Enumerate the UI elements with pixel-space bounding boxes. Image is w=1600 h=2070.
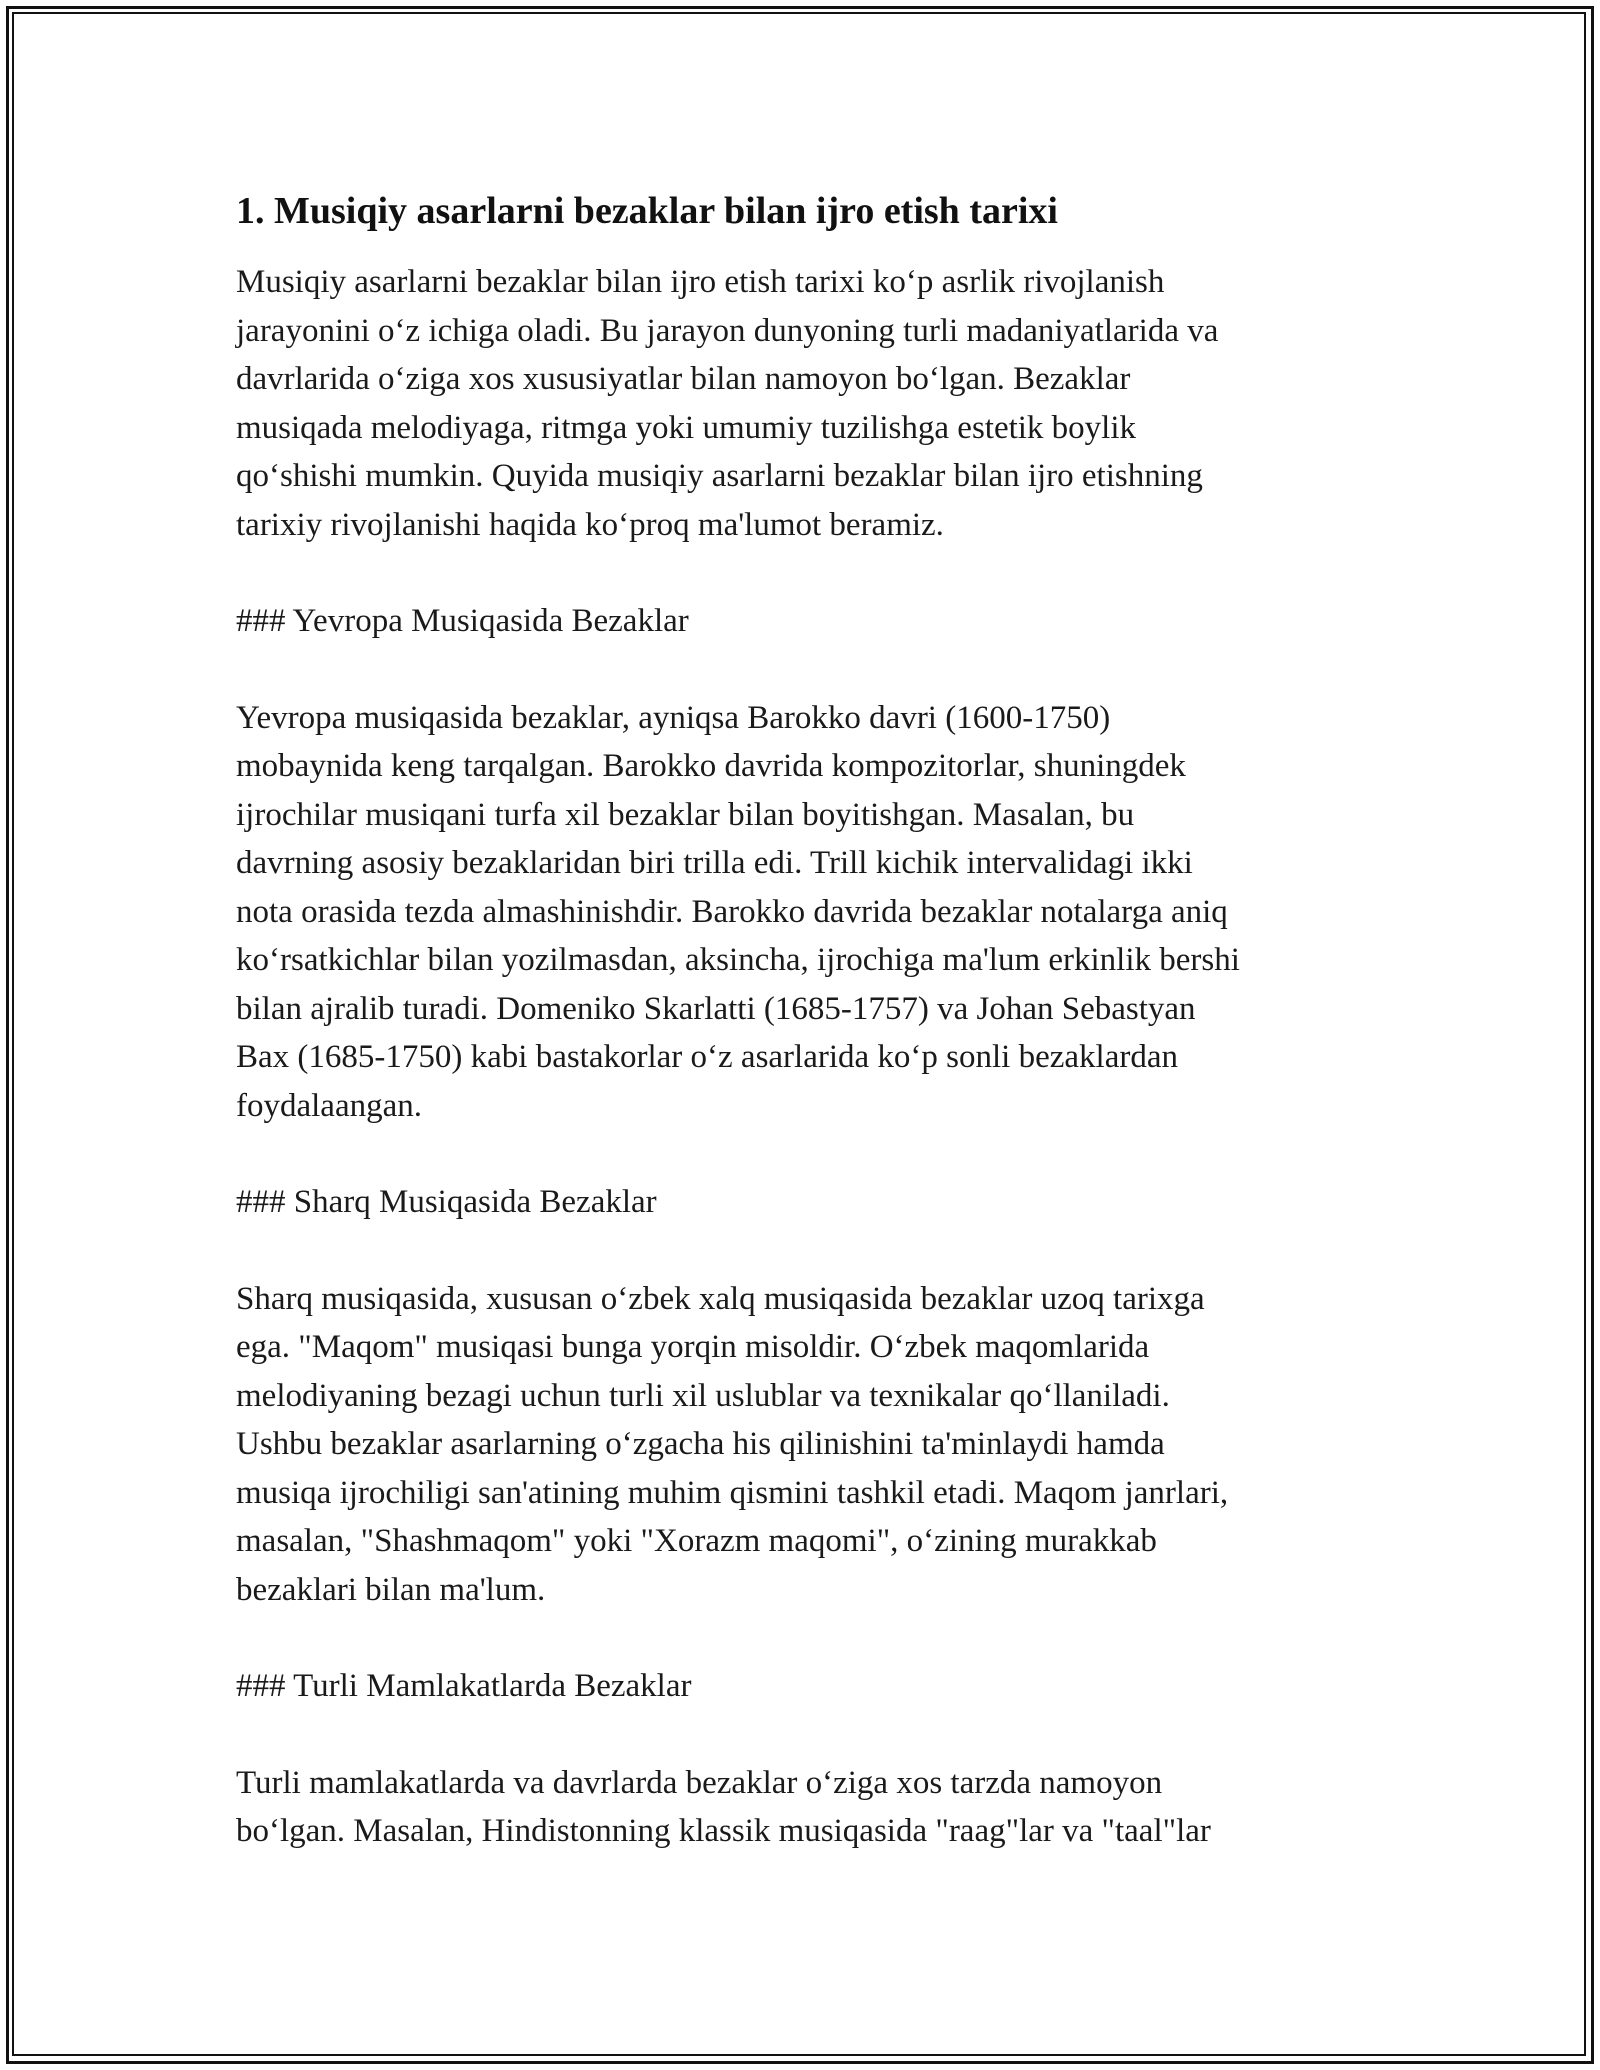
section-paragraph-yevropa: Yevropa musiqasida bezaklar, ayniqsa Barokko davri (1600-1750) mobaynida keng tarqalgan. Barokko davrida kompozitorlar, shuningdek ijrochilar musiqani turfa xil bezaklar bilan boyitishgan. Masalan, bu davrning asosiy bezaklaridan biri trilla edi. Trill kichik intervalidagi ikki nota orasida tezda almashinishdir. Barokko davrida bezaklar notalarga aniq ko‘rsatkichlar bilan yozilmasdan, aksincha, ijrochiga ma'lum erkinlik bershi bilan ajralib turadi. Domeniko Skarlatti (1685-1757) va Johan Sebastyan Bax (1685-1750) kabi bastakorlar o‘z asarlarida ko‘p sonli bezaklardan foydalaangan. xyxy=(236,699,1240,1124)
intro-paragraph: Musiqiy asarlarni bezaklar bilan ijro etish tarixi ko‘p asrlik rivojlanish jarayonini o‘z ichiga oladi. Bu jarayon dunyoning turli madaniyatlarida va davrlarida o‘ziga xos xususiyatlar bilan namoyon bo‘lgan. Bezaklar musiqada melodiyaga, ritmga yoki umumiy tuzilishga estetik boylik qo‘shishi mumkin. Quyida musiqiy asarlarni bezaklar bilan ijro etishning tarixiy rivojlanishi haqida ko‘proq ma'lumot beramiz. xyxy=(236,264,1219,543)
section-heading-yevropa: ### Yevropa Musiqasida Bezaklar xyxy=(236,603,689,639)
document-title: 1. Musiqiy asarlarni bezaklar bilan ijro etish tarixi xyxy=(236,190,1058,232)
document-body xyxy=(236,186,1376,1856)
section-paragraph-sharq: Sharq musiqasida, xususan o‘zbek xalq musiqasida bezaklar uzoq tarixga ega. "Maqom" musiqasi bunga yorqin misoldir. O‘zbek maqomlarida melodiyaning bezagi uchun turli xil uslublar va texnikalar qo‘llaniladi. Ushbu bezaklar asarlarning o‘zgacha his qilinishini ta'minlaydi hamda musiqa ijrochiligi san'atining muhim qismini tashkil etadi. Maqom janrlari, masalan, "Shashmaqom" yoki "Xorazm maqomi", o‘zining murakkab bezaklari bilan ma'lum. xyxy=(236,1280,1229,1608)
section-heading-sharq: ### Sharq Musiqasida Bezaklar xyxy=(236,1184,657,1220)
section-heading-turli-mamlakatlar: ### Turli Mamlakatlarda Bezaklar xyxy=(236,1668,692,1704)
section-paragraph-turli-mamlakatlar: Turli mamlakatlarda va davrlarda bezaklar o‘ziga xos tarzda namoyon bo‘lgan. Masalan, Hindistonning klassik musiqasida "raag"lar va "taal"lar xyxy=(236,1764,1211,1849)
